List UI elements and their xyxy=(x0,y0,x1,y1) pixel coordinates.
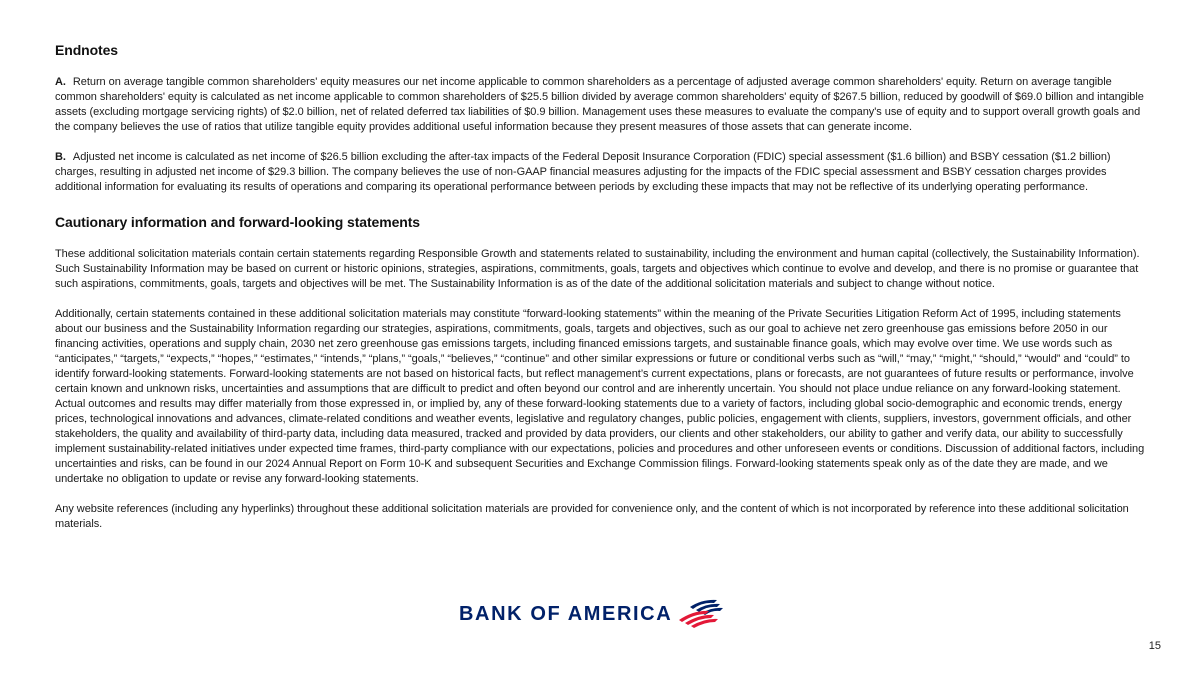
endnote-a xyxy=(55,75,1150,135)
endnote-a-text: Return on average tangible common shareholders' equity measures our net income applicable to common shareholders as a percentage of adjusted average common shareholders' equity. Return on average tangible common shareholders' equity is calculated as net income applicable to common shareholders of $25.5 billion divided by average common shareholders' equity of $267.5 billion, reduced by goodwill of $69.0 billion and intangible assets (excluding mortgage servicing rights) of $2.0 billion, net of related deferred tax liabilities of $0.9 billion. Management uses these measures to evaluate the company's use of equity and to support overall growth goals and the company believes the use of ratios that utilize tangible equity provides additional useful information because they present measures of those assets that can generate income. xyxy=(55,76,1144,133)
cautionary-paragraph-2: Additionally, certain statements contained in these additional solicitation materials may constitute “forward-looking statements” within the meaning of the Private Securities Litigation Reform Act of 1995, including statements about our business and the Sustainability Information regarding our strategies, aspirations, commitments, goals, targets and objectives, such as our goal to achieve net zero greenhouse gas emissions before 2050 in our financing activities, operations and supply chain, 2030 net zero greenhouse gas emissions targets, including financed emissions targets, and sustainable finance goals, which may evolve over time. We use words such as “anticipates,” “targets,” “expects,” “hopes,” “estimates,” “intends,” “plans,” “goals,” “believes,” “continue” and other similar expressions or future or conditional verbs such as “will,” “may,” “might,” “should,” “would” and “could” to identify forward-looking statements. Forward-looking statements are not based on historical facts, but reflect management’s current expectations, plans or forecasts, are not guarantees of future results or performance, involve certain known and unknown risks, uncertainties and assumptions that are difficult to predict and often beyond our control and are inherently uncertain. You should not place undue reliance on any forward-looking statement. Actual outcomes and results may differ materially from those expressed in, or implied by, any of these forward-looking statements due to a variety of factors, including global socio-demographic and economic trends, energy prices, technological innovations and advances, climate-related conditions and weather events, legislative and regulatory changes, public policies, engagement with clients, suppliers, investors, government officials, and other stakeholders, the quality and availability of third-party data, including data measured, tracked and provided by data providers, our clients and other stakeholders, our ability to gather and verify data, our ability to successfully implement sustainability-related initiatives under expected time frames, third-party compliance with our expectations, policies and procedures and other unforeseen events or conditions. Discussion of additional factors, including uncertainties and risks, can be found in our 2024 Annual Report on Form 10-K and subsequent Securities and Exchange Commission filings. Forward-looking statements speak only as of the date they are made, and we undertake no obligation to update or revise any forward-looking statements. xyxy=(55,308,1145,485)
cautionary-paragraph-1: These additional solicitation materials contain certain statements regarding Responsible Growth and statements related to sustainability, including the environment and human capital (collectively, the Sustainability Information). Such Sustainability Information may be based on current or historic opinions, strategies, aspirations, commitments, goals, targets and objectives which continue to evolve and develop, and there is no promise or guarantee that such aspirations, commitments, goals, targets and objectives will be met. The Sustainability Information is as of the date of the additional solicitation materials and subject to change without notice. xyxy=(55,248,1140,290)
endnote-b xyxy=(55,150,1150,195)
endnote-a-marker: A. xyxy=(55,76,66,88)
cautionary-paragraph-3: Any website references (including any hyperlinks) throughout these additional solicitation materials are provided for convenience only, and the content of which is not incorporated by reference into these additional solicitation materials. xyxy=(55,503,1129,530)
page-number: 15 xyxy=(1148,640,1161,652)
slide-content xyxy=(55,36,1150,532)
flag-icon xyxy=(676,598,736,630)
endnote-b-marker: B. xyxy=(55,151,66,163)
endnotes-heading: Endnotes xyxy=(55,42,118,58)
endnote-b-text: Adjusted net income is calculated as net income of $26.5 billion excluding the after-tax impacts of the Federal Deposit Insurance Corporation (FDIC) special assessment ($1.6 billion) and BSBY cessation ($1.2 billion) charges, resulting in adjusted net income of $29.3 billion. The company believes the use of non-GAAP financial measures adjusting for the impacts of the FDIC special assessment and BSBY cessation charges provides additional information for evaluating its results of operations and comparing its operational performance between periods by excluding these impacts that may not be reflective of its underlying operating performance. xyxy=(55,151,1111,193)
bank-of-america-logo xyxy=(459,598,736,630)
logo-wordmark: BANK OF AMERICA xyxy=(459,602,673,625)
cautionary-heading: Cautionary information and forward-looking statements xyxy=(55,214,420,230)
